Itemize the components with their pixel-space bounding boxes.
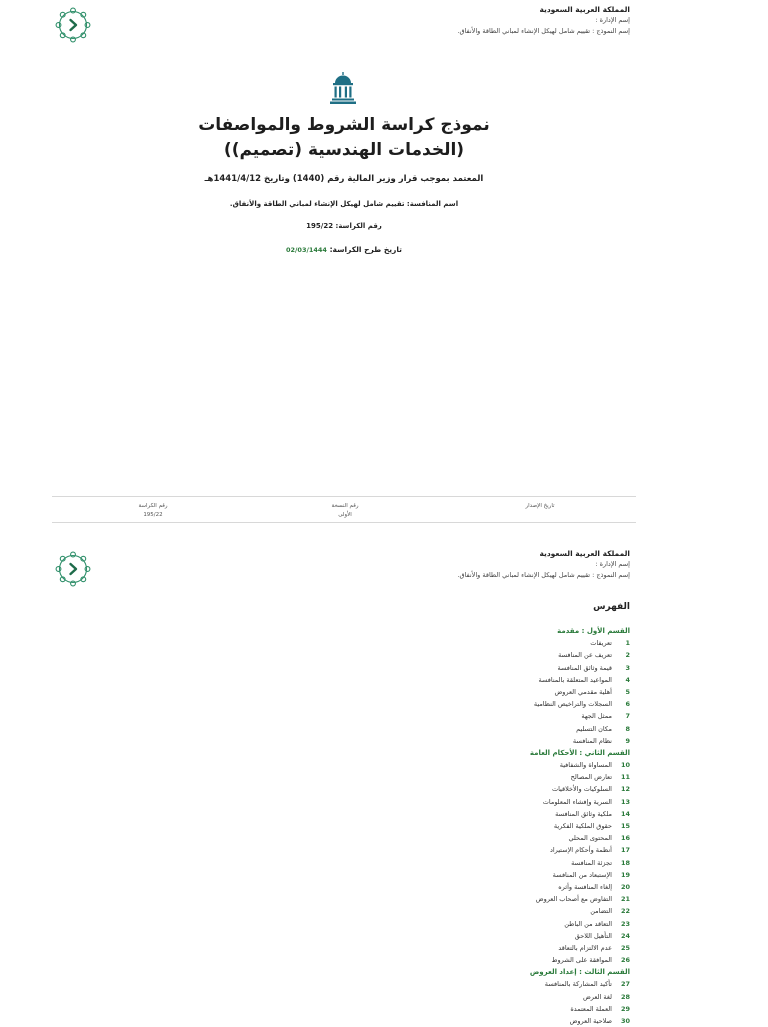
kingdom-label: المملكة العربية السعودية — [539, 5, 630, 14]
toc-item-label: الإستبعاد من المنافسة — [552, 870, 612, 879]
toc-item[interactable] — [300, 796, 630, 808]
toc-item-number: 1 — [625, 639, 630, 648]
toc-item[interactable] — [300, 820, 630, 832]
footer-issue-date — [505, 502, 575, 511]
toc-item-label: التأهيل اللاحق — [574, 931, 612, 940]
toc-item[interactable] — [300, 978, 630, 990]
toc-item-label: ممثل الجهة — [581, 712, 612, 721]
cover-title-line2: (الخدمات الهندسية (تصميم)) — [223, 140, 465, 160]
kingdom-label: المملكة العربية السعودية — [539, 549, 630, 558]
approval-text: المعتمد بموجب قرار وزير المالية رقم (1440) وتاريخ 1441/4/12هـ — [204, 174, 484, 184]
competition-name: اسم المنافسة: تقييم شامل لهيكل الإنشاء لمباني الطاقة والأنفاق. — [229, 200, 459, 208]
brand-logo-icon — [54, 550, 92, 588]
toc-item[interactable] — [300, 808, 630, 820]
toc-item[interactable] — [300, 930, 630, 942]
toc-item[interactable] — [300, 1003, 630, 1015]
toc-item-label: نظام المنافسة — [572, 736, 612, 745]
toc-item-number: 14 — [620, 809, 630, 818]
toc-item-number: 29 — [620, 1004, 630, 1013]
issue-date-label: تاريخ الإصدار — [525, 503, 555, 509]
toc-item-label: لغة العرض — [582, 992, 612, 1001]
toc-item-number: 11 — [620, 773, 630, 782]
toc-section-title: القسم الثالث : إعداد العروض — [529, 968, 630, 977]
toc-item[interactable] — [300, 857, 630, 869]
toc-item[interactable] — [300, 759, 630, 771]
toc-item-number: 30 — [620, 1017, 630, 1025]
toc-item-number: 5 — [625, 687, 630, 696]
toc-item-label: التفاوض مع أصحاب العروض — [535, 895, 612, 904]
footer-divider-top — [52, 496, 636, 497]
toc-item-number: 21 — [620, 895, 630, 904]
toc-item-label: صلاحية العروض — [569, 1017, 612, 1025]
toc-item-number: 16 — [620, 834, 630, 843]
toc-item-label: السجلات والتراخيص النظامية — [533, 700, 612, 709]
toc-item[interactable] — [300, 771, 630, 783]
toc-item[interactable] — [300, 1015, 630, 1027]
toc-item-label: إلغاء المنافسة وأثره — [558, 882, 612, 891]
toc-item-number: 2 — [625, 651, 630, 660]
toc-title: الفهرس — [593, 602, 630, 612]
toc-item-number: 23 — [620, 919, 630, 928]
toc-item-number: 4 — [625, 675, 630, 684]
toc-item-label: تعريف عن المنافسة — [558, 651, 612, 660]
toc-item[interactable] — [300, 710, 630, 722]
toc-item[interactable] — [300, 783, 630, 795]
toc-item[interactable] — [300, 686, 630, 698]
toc-item-label: المساواة والشفافية — [559, 761, 612, 770]
table-of-contents — [300, 625, 630, 1027]
toc-item[interactable] — [300, 881, 630, 893]
footer-divider-bottom — [52, 522, 636, 523]
toc-item-label: مكان التسليم — [576, 724, 612, 733]
toc-item-label: تعارض المصالح — [570, 773, 612, 782]
toc-item[interactable] — [300, 918, 630, 930]
toc-item[interactable] — [300, 844, 630, 856]
version-label: رقم النسخة — [331, 503, 359, 509]
toc-item-number: 12 — [620, 785, 630, 794]
toc-item-number: 27 — [620, 980, 630, 989]
toc-item-number: 17 — [620, 846, 630, 855]
footer-version — [310, 502, 380, 520]
toc-item-label: حقوق الملكية الفكرية — [553, 822, 612, 830]
toc-item-number: 18 — [620, 858, 630, 867]
page-header — [457, 548, 630, 581]
toc-item-number: 3 — [625, 663, 630, 672]
toc-item-number: 13 — [620, 797, 630, 806]
toc-item-number: 15 — [620, 822, 630, 830]
toc-item-label: أهلية مقدمي العروض — [554, 687, 612, 696]
offer-date-value: 02/03/1444 — [286, 246, 327, 254]
toc-item[interactable] — [300, 893, 630, 905]
toc-item-label: ملكية وثائق المنافسة — [555, 809, 612, 818]
toc-item[interactable] — [300, 698, 630, 710]
toc-item-label: المواعيد المتعلقة بالمنافسة — [538, 675, 612, 684]
toc-item-label: قيمة وثائق المنافسة — [557, 663, 612, 672]
toc-item-label: العملة المعتمدة — [570, 1004, 612, 1013]
brand-logo-icon — [54, 6, 92, 44]
toc-item[interactable] — [300, 735, 630, 747]
index-page — [0, 540, 768, 1024]
booklet-label: رقم الكراسة — [138, 503, 168, 509]
toc-item-label: السرية وإفشاء المعلومات — [542, 797, 612, 806]
toc-item-label: عدم الالتزام بالتعاقد — [558, 943, 612, 952]
toc-item-number: 26 — [620, 956, 630, 965]
toc-item-label: التضامن — [590, 907, 612, 916]
toc-item-label: تعريفات — [590, 639, 612, 648]
toc-item-number: 10 — [620, 761, 630, 770]
toc-item-number: 9 — [625, 736, 630, 745]
toc-item[interactable] — [300, 991, 630, 1003]
toc-item[interactable] — [300, 832, 630, 844]
model-label: إسم النموذج : تقييم شامل لهيكل الإنشاء لمباني الطاقة والأنفاق. — [457, 27, 630, 35]
page-header — [457, 4, 630, 37]
toc-item-number: 25 — [620, 943, 630, 952]
toc-item-number: 22 — [620, 907, 630, 916]
toc-item-number: 6 — [625, 700, 630, 709]
toc-item-number: 7 — [625, 712, 630, 721]
toc-item[interactable] — [300, 905, 630, 917]
toc-item[interactable] — [300, 662, 630, 674]
version-value: الأولى — [338, 512, 352, 518]
toc-item-number: 19 — [620, 870, 630, 879]
toc-item-label: السلوكيات والأخلاقيات — [551, 785, 612, 794]
toc-section-title: القسم الثاني : الأحكام العامة — [529, 748, 630, 757]
toc-item[interactable] — [300, 637, 630, 649]
booklet-value: 195/22 — [143, 512, 163, 518]
admin-label: إسم الإدارة : — [595, 560, 630, 568]
toc-item[interactable] — [300, 649, 630, 661]
toc-item-label: المحتوى المحلي — [568, 834, 612, 843]
toc-item[interactable] — [300, 869, 630, 881]
cover-title-line1: نموذج كراسة الشروط والمواصفات — [198, 115, 490, 135]
toc-item-label: تأكيد المشاركة بالمنافسة — [544, 980, 612, 989]
toc-item-number: 28 — [620, 992, 630, 1001]
toc-item-label: أنظمة وأحكام الإستيراد — [549, 846, 612, 855]
toc-item-label: التعاقد من الباطن — [564, 919, 612, 928]
offer-date — [0, 245, 688, 254]
toc-item-number: 20 — [620, 882, 630, 891]
admin-label: إسم الإدارة : — [595, 16, 630, 24]
offer-date-label: تاريخ طرح الكراسة: — [329, 245, 402, 254]
toc-item[interactable] — [300, 723, 630, 735]
toc-item[interactable] — [300, 942, 630, 954]
footer-booklet — [118, 502, 188, 520]
toc-item-label: الموافقة على الشروط — [551, 956, 612, 965]
toc-section-title: القسم الأول : مقدمة — [557, 627, 630, 635]
booklet-number: رقم الكراسة: 195/22 — [306, 222, 382, 230]
model-label: إسم النموذج : تقييم شامل لهيكل الإنشاء لمباني الطاقة والأنفاق. — [457, 571, 630, 579]
toc-item-number: 24 — [620, 931, 630, 940]
government-building-icon — [329, 72, 357, 104]
toc-item-label: تجزئة المنافسة — [571, 858, 612, 867]
toc-item[interactable] — [300, 954, 630, 966]
toc-item-number: 8 — [625, 724, 630, 733]
toc-item[interactable] — [300, 674, 630, 686]
